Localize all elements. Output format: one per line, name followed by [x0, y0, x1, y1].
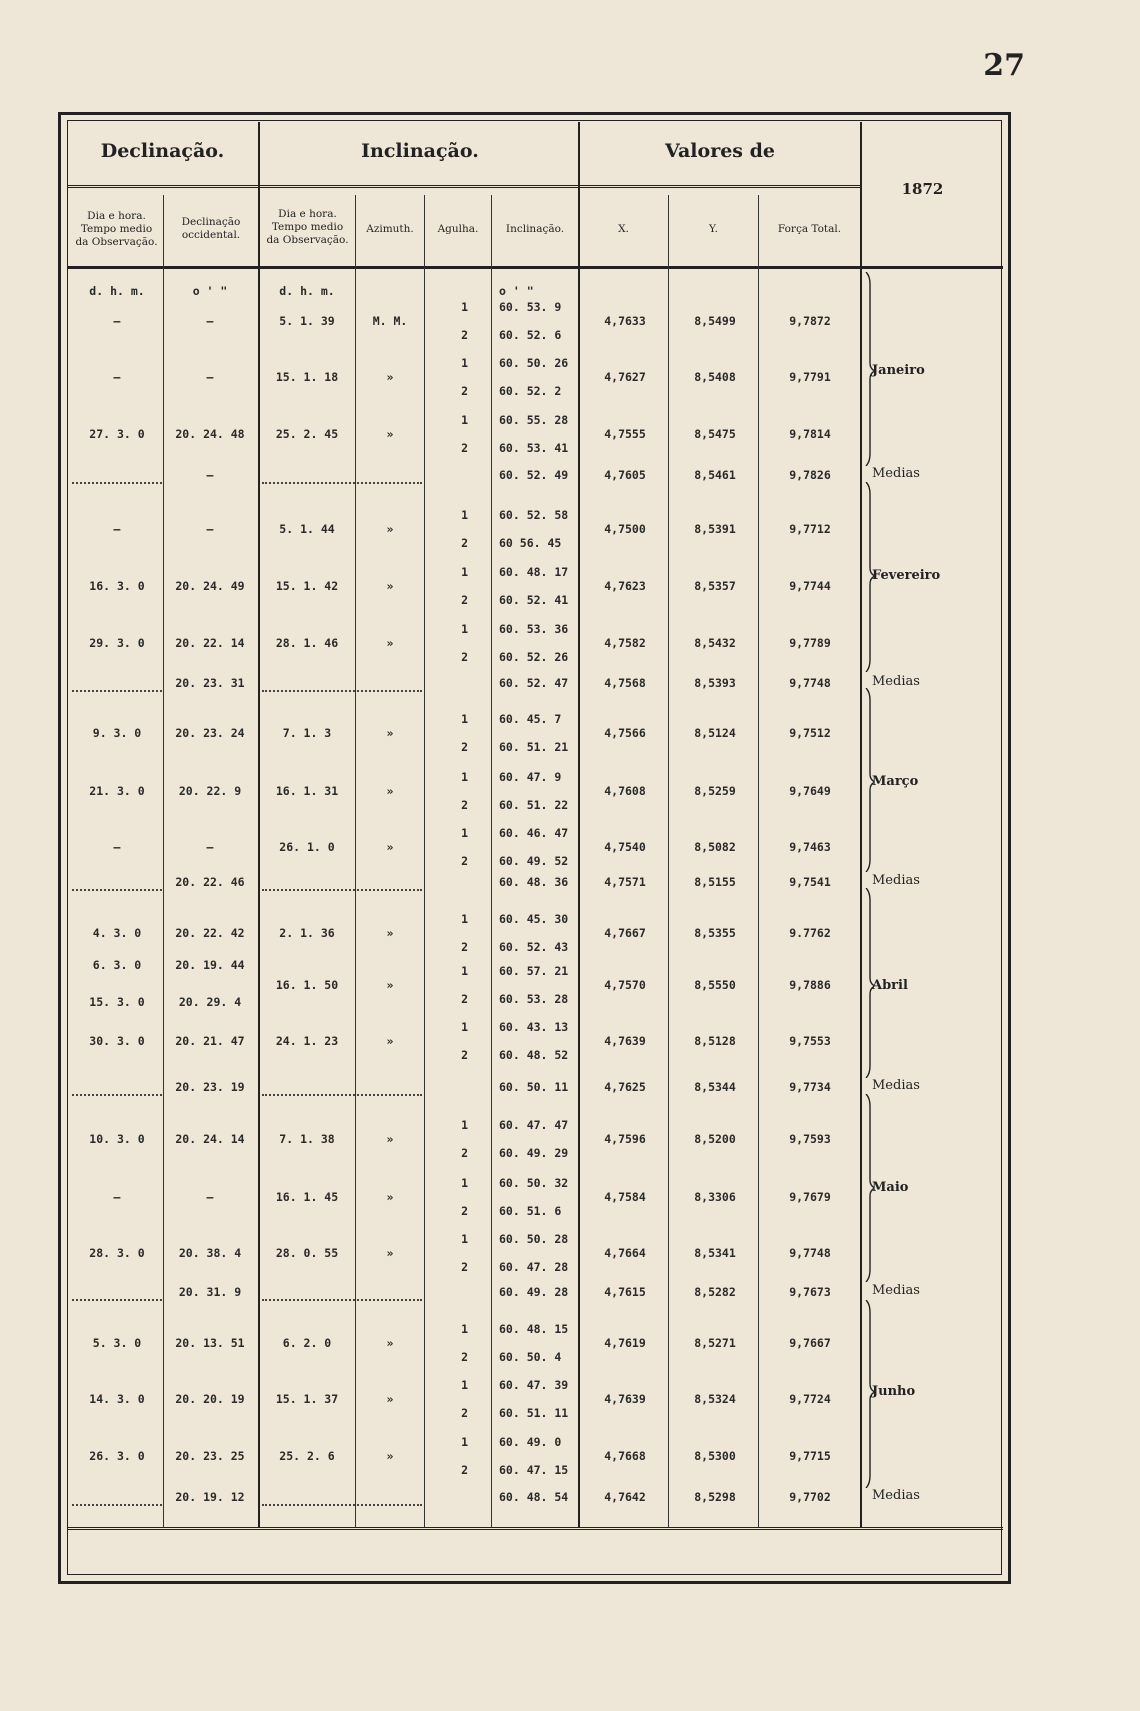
medias-leader-dots	[72, 482, 162, 484]
inclinacao-value: 60. 49. 29	[499, 1146, 569, 1160]
agulha-value: 2	[461, 1463, 468, 1477]
agulha-value: 1	[461, 826, 468, 840]
date1-value: —	[113, 522, 121, 536]
agulha-value: 2	[461, 798, 468, 812]
col-head-date2	[260, 208, 355, 247]
date1-value: 4. 3. 0	[92, 926, 142, 940]
y-value: 8,5155	[694, 875, 736, 889]
date1-value: 16. 3. 0	[89, 579, 145, 593]
inclinacao-value: 60. 52. 43	[499, 940, 569, 954]
decl-value: 20. 20. 19	[175, 1392, 245, 1406]
month-label: Abril	[872, 978, 908, 993]
inclinacao-value: 60. 50. 28	[499, 1232, 569, 1246]
inclinacao-value: 60. 53. 28	[499, 992, 569, 1006]
inclinacao-value: 60. 47. 9	[499, 770, 562, 784]
inclinacao-value: 60. 55. 28	[499, 413, 569, 427]
inclinacao-value: 60. 48. 15	[499, 1322, 569, 1336]
azimuth-value: »	[386, 1392, 394, 1406]
y-value: 8,5432	[694, 636, 736, 650]
date1-value: 28. 3. 0	[89, 1246, 145, 1260]
agulha-value: 2	[461, 854, 468, 868]
inclinacao-value: 60. 51. 6	[499, 1204, 562, 1218]
medias-label: Medias	[872, 1488, 920, 1503]
page-number: 27	[983, 48, 1025, 83]
month-brace	[864, 1094, 874, 1282]
x-value: 4,7608	[604, 784, 646, 798]
col-head-agulha: Agulha.	[437, 223, 479, 235]
date2-value: 15. 1. 42	[275, 579, 339, 593]
agulha-value: 2	[461, 992, 468, 1006]
azimuth-value: »	[386, 1132, 394, 1146]
forca-value: 9,7667	[789, 1336, 831, 1350]
col-head-line: Dia e hora.	[278, 208, 337, 220]
date1-value: 30. 3. 0	[89, 1034, 145, 1048]
x-value: 4,7568	[604, 676, 646, 690]
azimuth-value: M. M.	[372, 314, 408, 328]
decl-value: —	[206, 314, 214, 328]
inclinacao-value: 60. 45. 30	[499, 912, 569, 926]
month-brace	[864, 482, 874, 672]
agulha-value: 1	[461, 964, 468, 978]
unit-date2: d. h. m.	[279, 284, 335, 298]
date1-value: 10. 3. 0	[89, 1132, 145, 1146]
azimuth-value: »	[386, 1336, 394, 1350]
forca-value: 9,7886	[789, 978, 831, 992]
y-value: 8,5341	[694, 1246, 736, 1260]
group-divider	[578, 122, 580, 1527]
table-bottom-rule	[68, 1527, 1003, 1530]
y-value: 8,5124	[694, 726, 736, 740]
col-head-y: Y.	[709, 223, 718, 235]
x-value: 4,7605	[604, 468, 646, 482]
y-value: 8,5128	[694, 1034, 736, 1048]
medias-leader-dots	[72, 690, 162, 692]
inclinacao-value: 60. 50. 4	[499, 1350, 562, 1364]
agulha-value: 1	[461, 712, 468, 726]
agulha-value: 1	[461, 912, 468, 926]
month-brace	[864, 272, 874, 466]
date2-value: 26. 1. 0	[279, 840, 335, 854]
date1-value: 29. 3. 0	[89, 636, 145, 650]
medias-leader-dots	[72, 889, 162, 891]
forca-value: 9,7512	[789, 726, 831, 740]
date2-value: 16. 1. 50	[275, 978, 339, 992]
group-title-declinacao: Declinação.	[100, 140, 225, 162]
agulha-value: 1	[461, 413, 468, 427]
group-title-valores: Valores de	[665, 140, 775, 162]
x-value: 4,7566	[604, 726, 646, 740]
inclinacao-value: 60. 47. 39	[499, 1378, 569, 1392]
azimuth-value: »	[386, 926, 394, 940]
agulha-value: 1	[461, 508, 468, 522]
medias-label: Medias	[872, 466, 920, 481]
date1-value: 14. 3. 0	[89, 1392, 145, 1406]
decl-value: —	[206, 522, 214, 536]
date2-value: 7. 1. 38	[279, 1132, 335, 1146]
date1-value: —	[113, 840, 121, 854]
agulha-value: 1	[461, 1435, 468, 1449]
azimuth-value: »	[386, 579, 394, 593]
date2-value: 24. 1. 23	[275, 1034, 339, 1048]
date2-value: 28. 1. 46	[275, 636, 339, 650]
decl-value: 20. 13. 51	[175, 1336, 245, 1350]
agulha-value: 2	[461, 384, 468, 398]
inclinacao-value: 60. 48. 17	[499, 565, 569, 579]
date2-value: 25. 2. 6	[279, 1449, 335, 1463]
inclinacao-value: 60. 51. 21	[499, 740, 569, 754]
month-label: Fevereiro	[872, 568, 941, 583]
decl-value: 20. 21. 47	[175, 1034, 245, 1048]
forca-value: 9,7679	[789, 1190, 831, 1204]
agulha-value: 2	[461, 536, 468, 550]
y-value: 8,5475	[694, 427, 736, 441]
medias-leader-dots	[262, 482, 422, 484]
month-label: Janeiro	[872, 363, 925, 378]
agulha-value: 2	[461, 1048, 468, 1062]
date2-value: 28. 0. 55	[275, 1246, 339, 1260]
decl-value: 20. 23. 25	[175, 1449, 245, 1463]
azimuth-value: »	[386, 726, 394, 740]
x-value: 4,7623	[604, 579, 646, 593]
y-value: 8,5355	[694, 926, 736, 940]
decl-value: 20. 24. 48	[175, 427, 245, 441]
col-divider	[163, 195, 164, 1527]
agulha-value: 2	[461, 1204, 468, 1218]
agulha-value: 2	[461, 940, 468, 954]
date1-value: 5. 3. 0	[92, 1336, 142, 1350]
group-divider	[258, 122, 260, 1527]
x-value: 4,7540	[604, 840, 646, 854]
month-brace	[864, 1300, 874, 1488]
agulha-value: 1	[461, 1378, 468, 1392]
azimuth-value: »	[386, 522, 394, 536]
col-head-line: Declinação	[181, 216, 241, 228]
col-head-line: Dia e hora.	[87, 210, 146, 222]
date1-value: 6. 3. 0	[92, 958, 142, 972]
inclinacao-value: 60. 48. 36	[499, 875, 569, 889]
unit-date1: d. h. m.	[89, 284, 145, 298]
medias-leader-dots	[262, 1299, 422, 1301]
inclinacao-value: 60. 52. 26	[499, 650, 569, 664]
inclinacao-value: 60. 57. 21	[499, 964, 569, 978]
medias-label: Medias	[872, 873, 920, 888]
x-value: 4,7625	[604, 1080, 646, 1094]
col-head-azimuth: Azimuth.	[366, 223, 414, 235]
y-value: 8,5461	[694, 468, 736, 482]
date2-value: 15. 1. 37	[275, 1392, 339, 1406]
decl-value: 20. 38. 4	[178, 1246, 242, 1260]
agulha-value: 2	[461, 1350, 468, 1364]
agulha-value: 1	[461, 300, 468, 314]
col-head-line: Tempo medio	[80, 223, 153, 235]
medias-leader-dots	[262, 1504, 422, 1506]
inclinacao-value: 60. 43. 13	[499, 1020, 569, 1034]
agulha-value: 2	[461, 328, 468, 342]
decl-value: 20. 22. 9	[178, 784, 242, 798]
decl-value: 20. 19. 44	[175, 958, 245, 972]
forca-value: 9,7593	[789, 1132, 831, 1146]
unit-decl: o ' "	[192, 284, 228, 298]
agulha-value: 2	[461, 650, 468, 664]
azimuth-value: »	[386, 1034, 394, 1048]
col-divider	[758, 195, 759, 1527]
agulha-value: 1	[461, 1020, 468, 1034]
forca-value: 9,7541	[789, 875, 831, 889]
date1-value: 21. 3. 0	[89, 784, 145, 798]
date2-value: 16. 1. 31	[275, 784, 339, 798]
date1-value: —	[113, 1190, 121, 1204]
x-value: 4,7570	[604, 978, 646, 992]
decl-value: 20. 29. 4	[178, 995, 242, 1009]
forca-value: 9,7715	[789, 1449, 831, 1463]
col-head-line: Tempo medio	[271, 221, 344, 233]
x-value: 4,7633	[604, 314, 646, 328]
forca-value: 9,7814	[789, 427, 831, 441]
inclinacao-value: 60. 52. 2	[499, 384, 562, 398]
inclinacao-value: 60. 46. 47	[499, 826, 569, 840]
inclinacao-value: 60. 49. 52	[499, 854, 569, 868]
inclinacao-value: 60. 47. 15	[499, 1463, 569, 1477]
forca-value: 9,7734	[789, 1080, 831, 1094]
date1-value: 26. 3. 0	[89, 1449, 145, 1463]
inclinacao-value: 60. 50. 26	[499, 356, 569, 370]
col-head-declinacao	[164, 216, 258, 242]
forca-value: 9,7702	[789, 1490, 831, 1504]
forca-value: 9,7748	[789, 676, 831, 690]
inclinacao-value: 60. 50. 32	[499, 1176, 569, 1190]
medias-leader-dots	[72, 1094, 162, 1096]
x-value: 4,7571	[604, 875, 646, 889]
date2-value: 16. 1. 45	[275, 1190, 339, 1204]
y-value: 8,5344	[694, 1080, 736, 1094]
month-brace	[864, 688, 874, 872]
inclinacao-value: 60. 51. 22	[499, 798, 569, 812]
azimuth-value: »	[386, 840, 394, 854]
col-head-date1	[70, 210, 163, 249]
azimuth-value: »	[386, 370, 394, 384]
inclinacao-value: 60. 48. 52	[499, 1048, 569, 1062]
azimuth-value: »	[386, 1449, 394, 1463]
month-brace	[864, 888, 874, 1078]
y-value: 8,5324	[694, 1392, 736, 1406]
inclinacao-value: 60. 53. 41	[499, 441, 569, 455]
y-value: 8,5499	[694, 314, 736, 328]
decl-value: 20. 19. 12	[175, 1490, 245, 1504]
x-value: 4,7619	[604, 1336, 646, 1350]
y-value: 8,5300	[694, 1449, 736, 1463]
month-label: Junho	[872, 1384, 916, 1399]
azimuth-value: »	[386, 1190, 394, 1204]
forca-value: 9,7748	[789, 1246, 831, 1260]
agulha-value: 1	[461, 1232, 468, 1246]
agulha-value: 1	[461, 1176, 468, 1190]
date1-value: —	[113, 370, 121, 384]
y-value: 8,5393	[694, 676, 736, 690]
inclinacao-value: 60. 52. 41	[499, 593, 569, 607]
decl-value: 20. 23. 24	[175, 726, 245, 740]
group-divider	[860, 122, 862, 1527]
date1-value: 27. 3. 0	[89, 427, 145, 441]
medias-leader-dots	[262, 1094, 422, 1096]
month-label: Maio	[872, 1180, 909, 1195]
azimuth-value: »	[386, 636, 394, 650]
forca-value: 9,7649	[789, 784, 831, 798]
x-value: 4,7639	[604, 1034, 646, 1048]
agulha-value: 1	[461, 356, 468, 370]
agulha-value: 2	[461, 593, 468, 607]
agulha-value: 1	[461, 1322, 468, 1336]
inclinacao-value: 60. 52. 58	[499, 508, 569, 522]
inclinacao-value: 60. 53. 9	[499, 300, 562, 314]
inclinacao-value: 60. 47. 28	[499, 1260, 569, 1274]
agulha-value: 2	[461, 1260, 468, 1274]
azimuth-value: »	[386, 978, 394, 992]
header-bottom-rule	[68, 266, 1003, 269]
agulha-value: 2	[461, 441, 468, 455]
inclinacao-value: 60. 50. 11	[499, 1080, 569, 1094]
inclinacao-value: 60. 45. 7	[499, 712, 562, 726]
x-value: 4,7668	[604, 1449, 646, 1463]
date1-value: —	[113, 314, 121, 328]
medias-leader-dots	[262, 690, 422, 692]
forca-value: 9,7791	[789, 370, 831, 384]
forca-value: 9,7673	[789, 1285, 831, 1299]
y-value: 8,5282	[694, 1285, 736, 1299]
date2-value: 2. 1. 36	[279, 926, 335, 940]
y-value: 8,5082	[694, 840, 736, 854]
x-value: 4,7555	[604, 427, 646, 441]
y-value: 8,5298	[694, 1490, 736, 1504]
decl-value: 20. 24. 14	[175, 1132, 245, 1146]
medias-leader-dots	[72, 1299, 162, 1301]
decl-value: 20. 22. 46	[175, 875, 245, 889]
col-head-line: occidental.	[181, 229, 241, 241]
y-value: 8,5271	[694, 1336, 736, 1350]
year-label: 1872	[901, 180, 944, 198]
azimuth-value: »	[386, 1246, 394, 1260]
x-value: 4,7667	[604, 926, 646, 940]
decl-value: —	[206, 1190, 214, 1204]
forca-value: 9,7872	[789, 314, 831, 328]
decl-value: 20. 24. 49	[175, 579, 245, 593]
col-divider	[355, 195, 356, 1527]
date2-value: 25. 2. 45	[275, 427, 339, 441]
inclinacao-value: 60. 53. 36	[499, 622, 569, 636]
col-divider	[491, 195, 492, 1527]
decl-value: 20. 23. 19	[175, 1080, 245, 1094]
y-value: 8,5408	[694, 370, 736, 384]
decl-value: 20. 22. 42	[175, 926, 245, 940]
agulha-value: 2	[461, 740, 468, 754]
decl-value: 20. 23. 31	[175, 676, 245, 690]
inclinacao-value: 60. 49. 0	[499, 1435, 562, 1449]
agulha-value: 2	[461, 1146, 468, 1160]
inclinacao-value: 60. 49. 28	[499, 1285, 569, 1299]
medias-label: Medias	[872, 1283, 920, 1298]
agulha-value: 1	[461, 565, 468, 579]
decl-value: 20. 31. 9	[178, 1285, 242, 1299]
inclinacao-value: 60. 47. 47	[499, 1118, 569, 1132]
y-value: 8,5391	[694, 522, 736, 536]
y-value: 8,5550	[694, 978, 736, 992]
agulha-value: 1	[461, 622, 468, 636]
inclinacao-value: 60. 52. 6	[499, 328, 562, 342]
forca-value: 9,7826	[789, 468, 831, 482]
inclinacao-value: 60. 52. 49	[499, 468, 569, 482]
agulha-value: 1	[461, 770, 468, 784]
inclinacao-value: 60. 48. 54	[499, 1490, 569, 1504]
x-value: 4,7584	[604, 1190, 646, 1204]
azimuth-value: »	[386, 427, 394, 441]
inclinacao-value: 60. 51. 11	[499, 1406, 569, 1420]
forca-value: 9,7744	[789, 579, 831, 593]
agulha-value: 1	[461, 1118, 468, 1132]
x-value: 4,7500	[604, 522, 646, 536]
forca-value: 9.7762	[789, 926, 831, 940]
medias-leader-dots	[262, 889, 422, 891]
y-value: 8,5357	[694, 579, 736, 593]
date1-value: 15. 3. 0	[89, 995, 145, 1009]
x-value: 4,7627	[604, 370, 646, 384]
date2-value: 7. 1. 3	[282, 726, 332, 740]
medias-label: Medias	[872, 1078, 920, 1093]
decl-value: —	[206, 370, 214, 384]
inclinacao-value: 60 56. 45	[499, 536, 562, 550]
decl-value: —	[206, 840, 214, 854]
date1-value: 9. 3. 0	[92, 726, 142, 740]
col-head-inclinacao: Inclinação.	[505, 223, 565, 235]
x-value: 4,7615	[604, 1285, 646, 1299]
y-value: 8,5259	[694, 784, 736, 798]
col-head-line: da Observação.	[75, 236, 158, 248]
x-value: 4,7596	[604, 1132, 646, 1146]
group-title-inclinacao: Inclinação.	[361, 140, 479, 162]
decl-value: 20. 22. 14	[175, 636, 245, 650]
forca-value: 9,7553	[789, 1034, 831, 1048]
unit-incl: o ' "	[499, 284, 534, 298]
col-head-line: da Observação.	[266, 234, 349, 246]
x-value: 4,7582	[604, 636, 646, 650]
x-value: 4,7642	[604, 1490, 646, 1504]
azimuth-value: »	[386, 784, 394, 798]
month-label: Março	[872, 774, 919, 789]
medias-leader-dots	[72, 1504, 162, 1506]
agulha-value: 2	[461, 1406, 468, 1420]
forca-value: 9,7712	[789, 522, 831, 536]
medias-label: Medias	[872, 674, 920, 689]
forca-value: 9,7724	[789, 1392, 831, 1406]
y-value: 8,3306	[694, 1190, 736, 1204]
date2-value: 5. 1. 44	[279, 522, 335, 536]
forca-value: 9,7789	[789, 636, 831, 650]
x-value: 4,7639	[604, 1392, 646, 1406]
date2-value: 6. 2. 0	[282, 1336, 332, 1350]
x-value: 4,7664	[604, 1246, 646, 1260]
date2-value: 5. 1. 39	[279, 314, 335, 328]
col-divider	[424, 195, 425, 1527]
col-head-x: X.	[618, 223, 629, 235]
col-head-forca: Força Total.	[777, 223, 842, 235]
col-divider	[668, 195, 669, 1527]
decl-value: —	[206, 468, 214, 482]
date2-value: 15. 1. 18	[275, 370, 339, 384]
inclinacao-value: 60. 52. 47	[499, 676, 569, 690]
y-value: 8,5200	[694, 1132, 736, 1146]
group-title-rule	[68, 185, 860, 188]
forca-value: 9,7463	[789, 840, 831, 854]
